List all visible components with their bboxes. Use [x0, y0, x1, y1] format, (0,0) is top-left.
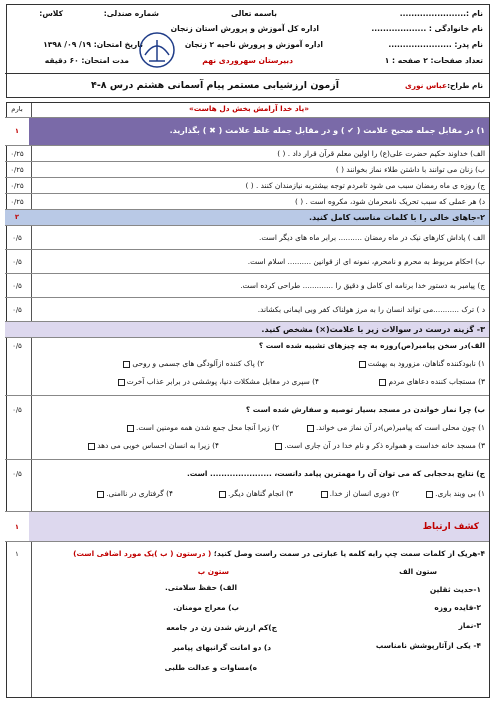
match-section-title: کشف ارتباط	[422, 522, 479, 532]
column-a-item-3: ۳-نماز	[458, 621, 481, 630]
q1-score: ۱	[5, 118, 29, 145]
q3-title: ۳- گزینه درست در سوالات زیر با علامت(×) مشخص کنید.	[261, 325, 485, 334]
q3c-option-3: ۳) انجام گناهان دیگر.	[227, 489, 293, 498]
q3b-score: ۰/۵	[12, 406, 22, 414]
q4-score: ۱	[15, 550, 19, 558]
exam-title: آزمون ارزشیابی مستمر پیام آسمانی هشتم درس ۸-۴	[91, 80, 339, 91]
q1-item-b: ب) زنان می توانند با داشتن طلاء نماز بخوانند ( )	[335, 165, 485, 174]
q3c-option-2: ۲) دوری انسان از خدا.	[329, 489, 399, 498]
q3b-option-4: ۴) زیرا به انسان احساس خوبی می دهد	[97, 441, 219, 450]
q1-title: ۱) در مقابل جمله صحیح علامت ( ✔ ) و در مقابل جمله غلط علامت ( ✖ ) بگذارید.	[169, 126, 485, 135]
father-name-field: نام پدر: ......................	[388, 40, 483, 49]
q3a-option-1: ۱) نابودکننده گناهان، مزورود به بهشت	[367, 359, 485, 368]
q3b-option-3: ۳) مسجد خانه خداست و همواره ذکر و نام خدا در آن جاری است.	[284, 441, 485, 450]
q3b-checkbox-1[interactable]	[307, 425, 314, 432]
q3a-checkbox-1[interactable]	[359, 361, 366, 368]
q4-instruction-note: ( درستون ( ب )یک مورد اضافی است)	[73, 549, 212, 558]
school-name: دبیرستان سهروردی نهم	[202, 56, 293, 65]
q3b-checkbox-2[interactable]	[127, 425, 134, 432]
q3a-checkbox-2[interactable]	[123, 361, 130, 368]
match-section-band	[5, 511, 489, 541]
column-a-item-4: ۴- یکی ازآثارپوشش نامناسب	[375, 641, 481, 650]
q3a-question: الف)در سخن پیامبر(ص)روزه به چه چیزهای تشبیه شده است ؟	[258, 341, 485, 350]
q2-item-c: ج) پیامبر به دستور خدا برنامه ای کامل و دقیق را ............. طراحی کرده است.	[240, 281, 485, 290]
column-b-item-1: الف) حفظ سلامتی.	[165, 583, 237, 592]
q3a-option-3: ۳) مستجاب کننده دعاهای مردم	[388, 377, 485, 386]
family-name-field: نام خانوادگی : ...................	[371, 24, 483, 33]
q3c-checkbox-3[interactable]	[219, 491, 226, 498]
match-section-score: ۱	[5, 512, 29, 542]
q3b-checkbox-3[interactable]	[275, 443, 282, 450]
q2-item-a: الف ) پاداش کارهای نیک در ماه رمضان .......... برابر ماه های دیگر است.	[259, 233, 485, 242]
office-line-2: اداره آموزش و پرورش ناحیه ۲ زنجان	[184, 40, 323, 49]
seat-number-field: شماره صندلی:	[103, 9, 159, 18]
q3c-checkbox-4[interactable]	[97, 491, 104, 498]
q1-item-b-score: ۰/۲۵	[10, 166, 24, 174]
exam-duration: مدت امتحان: ۶۰ دقیقه	[44, 56, 129, 65]
q2-title: ۲-جاهای خالی را با کلمات مناسب کامل کنید.	[308, 213, 485, 222]
q2-score: ۲	[14, 213, 20, 221]
q3a-option-2: ۲) پاک کننده ازآلودگی های جسمی و روحی	[132, 359, 264, 368]
header-box	[6, 4, 490, 98]
q1-item-c-score: ۰/۲۵	[10, 182, 24, 190]
designer-label: نام طراح:	[447, 81, 483, 90]
column-b-item-4: د) دو امانت گرانبهای پیامبر	[172, 643, 271, 652]
q3c-checkbox-2[interactable]	[321, 491, 328, 498]
q2-title-band	[5, 209, 489, 225]
q3b-checkbox-4[interactable]	[88, 443, 95, 450]
q2-item-c-score: ۰/۵	[12, 282, 22, 290]
ministry-logo	[137, 31, 177, 69]
q4-instruction-text: ۴-هریک از کلمات سمت چپ رابه کلمه یا عبارتی در سمت راست وصل کنید؛	[213, 549, 485, 558]
score-column-label: بارم	[11, 105, 23, 113]
column-a-item-2: ۲-فایده روزه	[434, 603, 481, 612]
column-b-label: ستون ب	[197, 567, 229, 576]
office-line-1: اداره کل آموزش و پرورش استان زنجان	[170, 24, 319, 33]
q2-item-b-score: ۰/۵	[12, 258, 22, 266]
q3c-question: ج) نتایج بدحجابی که می توان آن را مهمترین پیامد دانست، ...................... است.	[187, 469, 485, 478]
q2-item-d: د ) ترک ...........می تواند انسان را به مرز هولناک کفر وبی ایمانی بکشاند.	[257, 305, 485, 314]
page-count: تعداد صفحات: ۲ صفحه : ۱	[384, 56, 483, 65]
q3b-option-1: ۱) چون محلی است که پیامبر(ص)در آن نماز می خواند.	[316, 423, 485, 432]
q3b-question: ب) چرا نماز خواندن در مسجد بسیار توصیه و سفارش شده است ؟	[245, 405, 485, 414]
q3c-checkbox-1[interactable]	[426, 491, 433, 498]
q1-item-d: د) هر عملی که سبب تحریک نامحرمان شود، مکروه است . ( )	[295, 197, 485, 206]
exam-date: تاریخ امتحان: ۱۹/ ۰۹/ ۱۳۹۸	[43, 40, 143, 49]
q2-item-d-score: ۰/۵	[12, 306, 22, 314]
q4-instruction	[73, 550, 485, 559]
basmala: باسمه تعالی	[230, 9, 277, 18]
designer-name: عباس نوری	[404, 81, 447, 90]
column-b-item-3: ج)کم ارزش شدن زن در جامعه	[166, 623, 277, 632]
exam-sheet	[6, 4, 490, 698]
q3c-score: ۰/۵	[12, 470, 22, 478]
q3-title-band	[5, 321, 489, 337]
class-field: کلاس:	[39, 9, 63, 18]
q3a-option-4: ۴) سپری در مقابل مشکلات دنیا، پوششی در برابر عذاب آخرت	[126, 377, 319, 386]
q3a-checkbox-3[interactable]	[379, 379, 386, 386]
q2-item-b: ب) احکام مربوط به محرم و نامحرم، نمونه ای از قوانین .......... اسلام است.	[247, 257, 485, 266]
q3a-score: ۰/۵	[12, 342, 22, 350]
q2-item-a-score: ۰/۵	[12, 234, 22, 242]
column-b-item-2: ب) معراج مومنان.	[173, 603, 239, 612]
q1-item-c: ج) روزه ی ماه رمضان سبب می شود تامردم توجه بیشتربه نیازمندان کنند . ( )	[245, 181, 485, 190]
q3c-option-4: ۴) گرفتاری در ناامنی.	[106, 489, 173, 498]
q3a-checkbox-4[interactable]	[118, 379, 125, 386]
column-a-item-1: ۱-حدیث ثقلین	[429, 585, 481, 594]
column-b-item-5: ه)مساوات و عدالت طلبی	[164, 663, 257, 672]
motto: «یاد خدا آرامش بخش دل هاست»	[189, 104, 309, 113]
name-field: نام :.......................	[399, 9, 483, 18]
q1-item-a-score: ۰/۲۵	[10, 150, 24, 158]
q3c-option-1: ۱) بی وبند باری.	[435, 489, 485, 498]
q1-item-a: الف) خداوند حکیم حضرت علی(ع) را اولین معلم قرآن قرار داد . ( )	[277, 149, 485, 158]
q1-item-d-score: ۰/۲۵	[10, 198, 24, 206]
column-a-label: ستون الف	[399, 567, 437, 576]
q3b-option-2: ۲) زیرا آنجا محل جمع شدن همه مومنین است.	[136, 423, 279, 432]
q1-title-band	[5, 117, 489, 145]
exam-body	[6, 102, 490, 698]
